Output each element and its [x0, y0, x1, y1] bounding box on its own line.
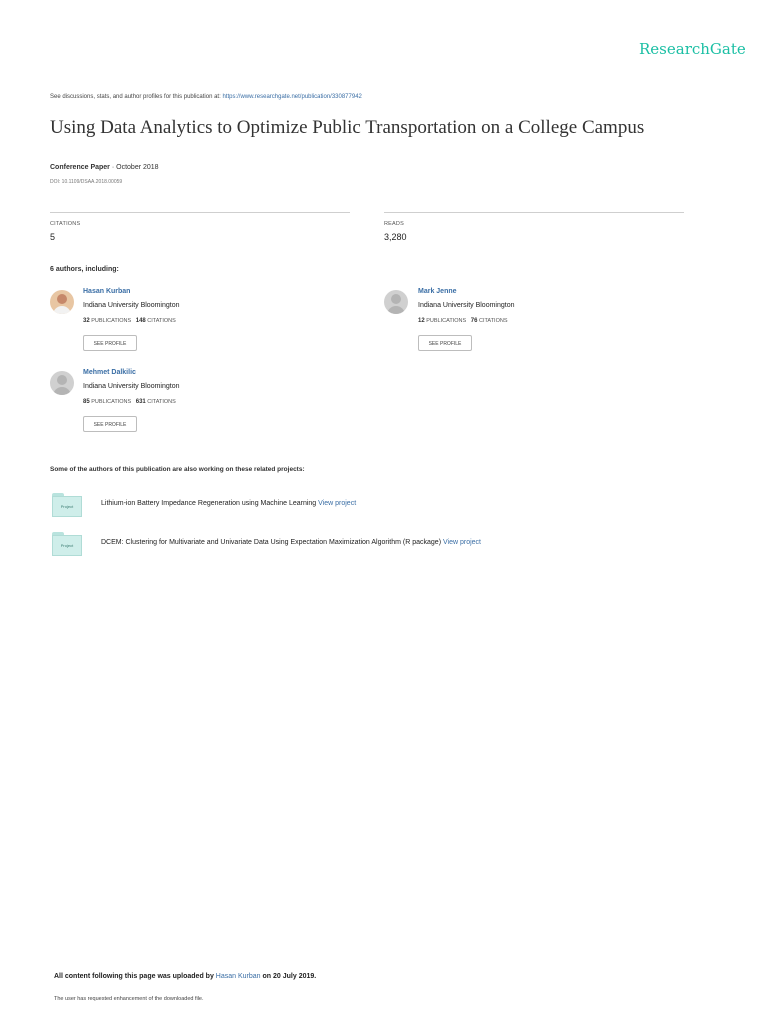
author-institution: Indiana University Bloomington: [83, 383, 180, 390]
upload-prefix: All content following this page was uploaded by: [54, 973, 214, 980]
author-name[interactable]: Hasan Kurban: [83, 288, 131, 295]
authors-heading: 6 authors, including:: [50, 266, 119, 273]
citations-label: CITATIONS: [50, 221, 81, 227]
project-folder-icon: [52, 493, 82, 517]
avatar[interactable]: [50, 290, 74, 314]
view-project-link[interactable]: View project: [442, 539, 481, 546]
publications-label: PUBLICATIONS: [426, 318, 467, 324]
uploader-link[interactable]: Hasan Kurban: [215, 973, 261, 980]
upload-note: [54, 973, 316, 980]
view-project-link[interactable]: View project: [318, 500, 357, 507]
related-projects-heading: Some of the authors of this publication are also working on these related projects:: [50, 466, 305, 473]
reads-label: READS: [384, 221, 404, 227]
author-institution: Indiana University Bloomington: [83, 302, 180, 309]
citations-value: 5: [50, 232, 56, 242]
publications-count: 32: [83, 318, 90, 324]
see-profile-button[interactable]: SEE PROFILE: [83, 335, 137, 351]
author-name[interactable]: Mehmet Dalkilic: [83, 369, 136, 376]
publications-label: PUBLICATIONS: [91, 399, 132, 405]
citations-label: CITATIONS: [147, 318, 176, 324]
publications-count: 85: [83, 399, 90, 405]
paper-type-line: [50, 164, 159, 171]
see-profile-button[interactable]: SEE PROFILE: [418, 335, 472, 351]
author-stats: [83, 399, 176, 405]
project-item: [101, 539, 481, 546]
project-folder-icon: [52, 532, 82, 556]
paper-date: · October 2018: [111, 164, 159, 171]
enhancement-note: The user has requested enhancement of the downloaded file.: [54, 996, 204, 1002]
citations-label: CITATIONS: [147, 399, 176, 405]
project-title: DCEM: Clustering for Multivariate and Univariate Data Using Expectation Maximization Algorithm (R package): [101, 539, 442, 546]
publications-count: 12: [418, 318, 425, 324]
divider-left: [50, 212, 350, 213]
author-stats: [83, 318, 176, 324]
project-icon-label: Project: [60, 504, 74, 509]
avatar[interactable]: [384, 290, 408, 314]
upload-suffix: on 20 July 2019.: [262, 973, 317, 980]
author-institution: Indiana University Bloomington: [418, 302, 515, 309]
doi: DOI: 10.1109/DSAA.2018.00059: [50, 179, 123, 185]
see-profile-button[interactable]: SEE PROFILE: [83, 416, 137, 432]
paper-type: Conference Paper: [50, 164, 110, 171]
project-icon-label: Project: [60, 543, 74, 548]
reads-value: 3,280: [384, 232, 407, 242]
author-name[interactable]: Mark Jenne: [418, 288, 457, 295]
divider-right: [384, 212, 684, 213]
project-item: [101, 500, 356, 507]
project-title: Lithium-ion Battery Impedance Regeneration using Machine Learning: [101, 500, 317, 507]
publication-url-link[interactable]: https://www.researchgate.net/publication/330877942: [222, 94, 362, 100]
page-title: Using Data Analytics to Optimize Public Transportation on a College Campus: [50, 117, 645, 138]
citations-count: 148: [135, 318, 146, 324]
citations-count: 76: [470, 318, 478, 324]
author-stats: [418, 318, 508, 324]
citations-count: 631: [135, 399, 146, 405]
avatar[interactable]: [50, 371, 74, 395]
researchgate-logo: ResearchGate: [639, 40, 746, 58]
discussion-line: [50, 94, 362, 100]
discussion-text: See discussions, stats, and author profiles for this publication at:: [50, 94, 221, 100]
citations-label: CITATIONS: [478, 318, 508, 324]
publications-label: PUBLICATIONS: [91, 318, 132, 324]
